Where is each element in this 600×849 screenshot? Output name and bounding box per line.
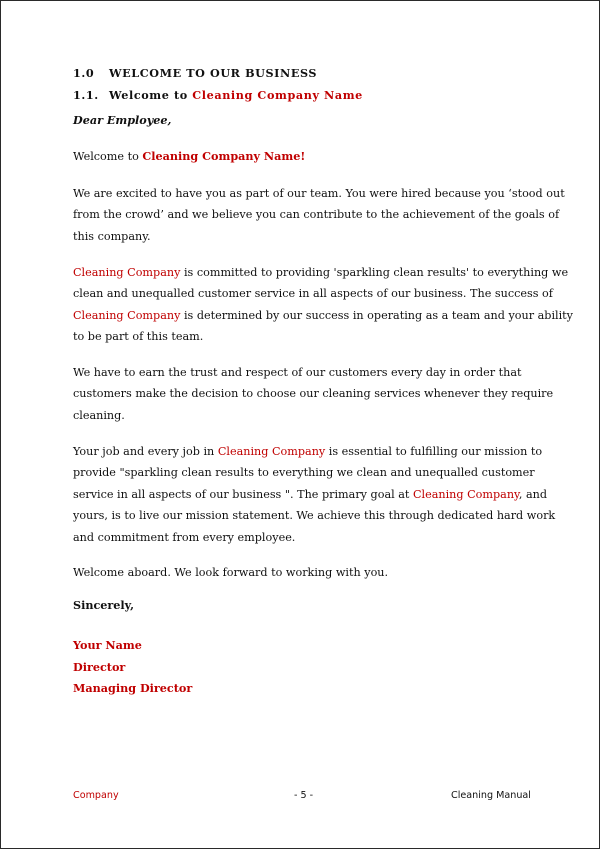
closing: Sincerely, [73,598,134,612]
footer-company: Company [73,790,119,801]
text-line: and commitment from every employee. [73,530,296,544]
company-name: Cleaning Company [73,308,181,322]
company-name: Cleaning Company [73,266,181,279]
text-line: from the crowd’ and we believe you can contribute to the achievement of the goals of [73,208,560,222]
signature-title-2: Managing Director [73,681,193,696]
footer-document-title: Cleaning Manual [451,790,531,801]
text-line: provide "sparkling clean results to everything we clean and unequalled customer [73,466,535,480]
paragraph-mission [73,441,556,548]
text-line: customers make the decision to choose our cleaning services whenever they require [73,387,554,401]
company-name: Cleaning Company [217,445,326,458]
signature-name: Your Name [73,638,142,652]
section-title: WELCOME TO OUR BUSINESS [109,66,318,80]
paragraph-welcome [73,146,543,167]
subsection-title: Welcome to [109,88,188,102]
text-line: We have to earn the trust and respect of our customers every day in order that [73,366,522,379]
subsection-company-name: Cleaning Company Name [192,88,363,102]
line-text: is committed to providing 'sparkling clean results' to everything we [180,266,569,279]
paragraph-commitment [73,262,573,348]
welcome-text: Welcome to [73,150,143,163]
paragraph-trust [73,362,554,426]
text-line [73,262,569,283]
signature-block [73,635,192,700]
company-name: Cleaning Company Name! [142,149,306,163]
text-line: yours, is to live our mission statement. We achieve this through dedicated hard work [73,509,556,523]
text-line: cleaning. [73,408,125,422]
text-line: Welcome aboard. We look forward to working with you. [73,566,389,579]
company-name: Cleaning Company [412,487,519,501]
text-line: to be part of this team. [73,330,204,344]
line-text: is essential to fulfilling our mission to [325,445,543,458]
line-text: service in all aspects of our business ". The primary goal at [73,487,413,501]
text-line [73,441,543,462]
section-number: 1.0 [73,66,95,80]
text-line [73,146,543,167]
paragraph-excited [73,183,565,247]
paragraph-welcome-aboard [73,562,543,583]
text-line: We are excited to have you as part of our team. You were hired because you ‘stood out [73,187,565,200]
text-line [73,484,548,505]
text-line [73,305,573,326]
footer-page-number: - 5 - [294,790,314,801]
section-heading-1-1 [73,88,363,102]
section-heading-1 [73,66,317,80]
line-text: Your job and every job in [73,445,218,458]
line-text: , and [518,487,548,501]
text-line: clean and unequalled customer service in all aspects of our business. The success of [73,287,553,301]
salutation: Dear Employee, [73,113,172,127]
text-line: this company. [73,229,151,243]
line-text: is determined by our success in operating as a team and your ability [180,308,573,322]
subsection-number: 1.1. [73,88,99,102]
signature-title: Director [73,659,126,674]
